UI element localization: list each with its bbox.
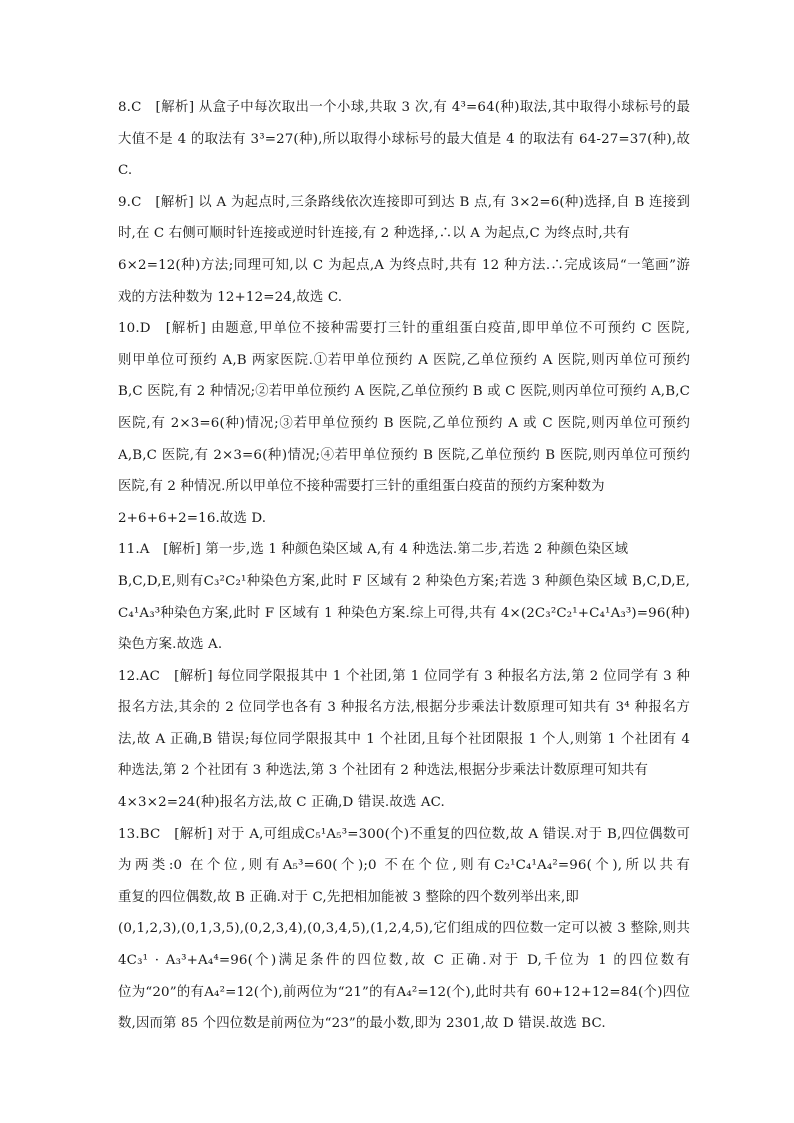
- text-line: B,C 医院,有 2 种情况;②若甲单位预约 A 医院,乙单位预约 B 或 C 医院,则丙单位可预约 A,B,C: [118, 384, 690, 400]
- text-line: 大值不是 4 的取法有 3³=27(种),所以取得小球标号的最大值是 4 的取法有 64-27=37(种),故: [118, 131, 690, 147]
- text-line: 6×2=12(种)方法;同理可知,以 C 为起点,A 为终点时,共有 12 种方法.∴完成该局“一笔画”游: [118, 257, 690, 273]
- text-line: 戏的方法种数为 12+12=24,故选 C.: [118, 289, 343, 305]
- text-line: 时,在 C 右侧可顺时针连接或逆时针连接,有 2 种选择,∴以 A 为起点,C 为终点时,共有: [118, 226, 630, 242]
- text-line: (0,1,2,3),(0,1,3,5),(0,2,3,4),(0,3,4,5),(1,2,4,5),它们组成的四位数一定可以被 3 整除,则共: [118, 921, 690, 937]
- text-line: 4×3×2=24(种)报名方法,故 C 正确,D 错误.故选 AC.: [118, 795, 445, 811]
- text-line: 11.A [解析] 第一步,选 1 种颜色染区域 A,有 4 种选法.第二步,若选 2 种颜色染区域: [118, 542, 629, 558]
- text-line: 则甲单位可预约 A,B 两家医院.①若甲单位预约 A 医院,乙单位预约 A 医院,则丙单位可预约: [118, 352, 690, 368]
- solution-12: [118, 661, 690, 819]
- solutions-page: [118, 92, 690, 1040]
- text-line: 法,故 A 正确,B 错误;每位同学限报其中 1 个社团,且每个社团限报 1 个人,则第 1 个社团有 4: [118, 731, 690, 747]
- text-line: 染色方案.故选 A.: [118, 637, 223, 653]
- text-line: 13.BC [解析] 对于 A,可组成C₅¹A₅³=300(个)不重复的四位数,故 A 错误.对于 B,四位偶数可: [118, 826, 690, 842]
- text-line: C₄¹A₃³种染色方案,此时 F 区域有 1 种染色方案.综上可得,共有 4×(2C₃²C₂¹+C₄¹A₃³)=96(种): [118, 605, 690, 621]
- text-line: 4C₃¹ · A₃³+A₄⁴=96(个)满足条件的四位数,故 C 正确.对于 D,千位为 1 的四位数有: [118, 953, 690, 969]
- text-line: 医院,有 2 种情况.所以甲单位不接种需要打三针的重组蛋白疫苗的预约方案种数为: [118, 479, 605, 495]
- text-line: 种选法,第 2 个社团有 3 种选法,第 3 个社团有 2 种选法,根据分步乘法计数原理可知共有: [118, 763, 648, 779]
- text-line: 报名方法,其余的 2 位同学也各有 3 种报名方法,根据分步乘法计数原理可知共有 3⁴ 种报名方: [118, 700, 690, 716]
- text-line: 10.D [解析] 由题意,甲单位不接种需要打三针的重组蛋白疫苗,即甲单位不可预约 C 医院,: [118, 321, 690, 337]
- text-line: 数,因而第 85 个四位数是前两位为“23”的最小数,即为 2301,故 D 错误.故选 BC.: [118, 1016, 606, 1032]
- text-line: 8.C [解析] 从盒子中每次取出一个小球,共取 3 次,有 4³=64(种)取法,其中取得小球标号的最: [118, 100, 690, 115]
- solution-11: [118, 534, 690, 660]
- solution-9: [118, 187, 690, 313]
- text-line: A,B,C 医院,有 2×3=6(种)情况;④若甲单位预约 B 医院,乙单位预约 B 医院,则丙单位可预约: [118, 447, 690, 463]
- solution-13: [118, 819, 690, 1040]
- text-line: 12.AC [解析] 每位同学限报其中 1 个社团,第 1 位同学有 3 种报名方法,第 2 位同学有 3 种: [118, 668, 690, 684]
- text-line: 医院,有 2×3=6(种)情况;③若甲单位预约 B 医院,乙单位预约 A 或 C 医院,则丙单位可预约: [118, 415, 690, 431]
- text-line: 为两类:0 在个位,则有A₅³=60(个);0 不在个位,则有C₂¹C₄¹A₄²=96(个),所以共有: [118, 858, 690, 874]
- text-line: C.: [118, 163, 133, 179]
- text-line: 重复的四位偶数,故 B 正确.对于 C,先把相加能被 3 整除的四个数列举出来,即: [118, 889, 579, 905]
- solution-8: [118, 92, 690, 187]
- text-line: 2+6+6+2=16.故选 D.: [118, 510, 267, 526]
- text-line: 9.C [解析] 以 A 为起点时,三条路线依次连接即可到达 B 点,有 3×2=6(种)选择,自 B 连接到: [118, 194, 690, 210]
- solution-10: [118, 313, 690, 534]
- text-line: 位为“20”的有A₄²=12(个),前两位为“21”的有A₄²=12(个),此时共有 60+12+12=84(个)四位: [118, 984, 690, 1000]
- text-line: B,C,D,E,则有C₃²C₂¹种染色方案,此时 F 区域有 2 种染色方案;若选 3 种颜色染区域 B,C,D,E,: [118, 573, 690, 589]
